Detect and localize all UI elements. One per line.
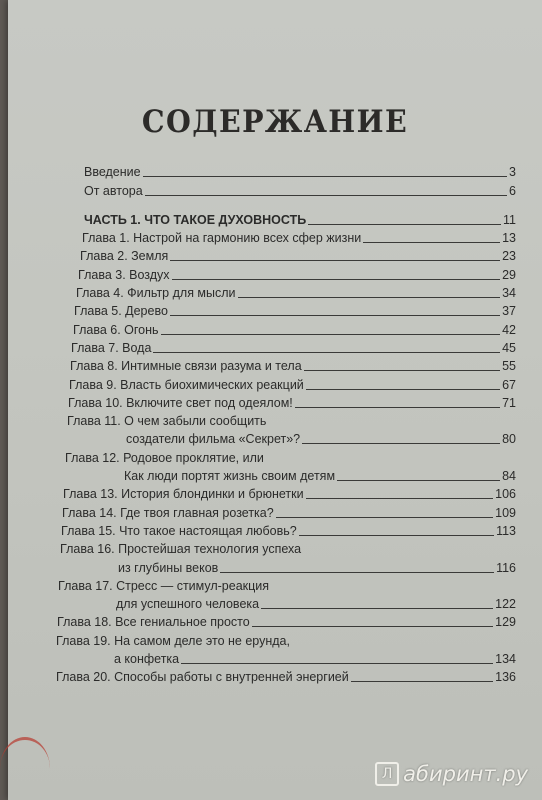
toc-entry-title: Глава 19. На самом деле это не ерунда, [56,633,290,648]
toc-page-number: 34 [502,286,516,301]
toc-leader-line [143,176,507,177]
toc-page-number: 80 [502,432,516,447]
toc-entry [56,612,516,630]
toc-leader-line [308,224,501,225]
toc-page-number: 106 [495,487,516,502]
toc-entry-title: Глава 4. Фильтр для мысли [76,286,236,301]
toc-entry-title: а конфетка [114,652,180,667]
toc-page-number: 109 [495,505,516,520]
toc-entry-title: Глава 15. Что такое настоящая любовь? [61,523,297,538]
toc-leader-line [363,242,500,243]
toc-entry-title: Введение [84,165,141,180]
toc-entry [56,162,516,180]
toc-entry-title: Как люди портят жизнь своим детям [124,469,336,484]
toc-page-number: 11 [503,212,516,227]
toc-entry-title: Глава 1. Настрой на гармонию всех сфер жизни [82,231,362,246]
toc-entry [56,374,516,392]
toc-entry [56,393,516,411]
toc-page-number: 116 [496,560,516,575]
toc-entry-title: Глава 3. Воздух [78,267,170,282]
toc-entry-title: из глубины веков [118,560,219,575]
toc-page-number: 29 [502,267,516,282]
toc-entry [56,411,516,429]
toc-page-number: 13 [502,231,516,246]
toc-page-number: 71 [502,395,516,410]
toc-entry-title: Глава 11. О чем забыли сообщить [67,414,267,429]
labirint-watermark [375,762,528,786]
toc-entry [56,356,516,374]
toc-page-number: 37 [502,304,516,319]
toc-entry-title: создатели фильма «Секрет»? [126,432,301,447]
toc-entry-title: Глава 16. Простейшая технология успеха [60,542,302,557]
toc-leader-line [252,626,493,627]
toc-page-number: 23 [502,249,516,264]
toc-leader-line [170,260,500,261]
toc-entry-title: Глава 14. Где твоя главная розетка? [62,505,274,520]
toc-entry-title: Глава 5. Дерево [74,304,168,319]
toc-leader-line [337,480,500,481]
toc-leader-line [172,279,501,280]
toc-leader-line [161,334,501,335]
toc-entry [56,630,516,648]
toc-leader-line [170,315,500,316]
toc-leader-line [261,608,493,609]
toc-entry [56,557,516,575]
table-of-contents [56,162,516,685]
toc-entry-title: Глава 17. Стресс — стимул-реакция [58,578,270,593]
toc-entry [56,429,516,447]
toc-entry [56,180,516,198]
toc-page-number: 84 [502,469,516,484]
toc-entry [56,301,516,319]
toc-leader-line [299,535,494,536]
toc-entry-title: Глава 9. Власть биохимических реакций [69,377,304,392]
toc-entry [56,576,516,594]
toc-page-number: 134 [495,652,516,667]
toc-leader-line [304,370,500,371]
toc-leader-line [306,389,500,390]
toc-leader-line [276,517,493,518]
toc-leader-line [220,572,494,573]
toc-entry-title: Глава 12. Родовое проклятие, или [65,450,264,465]
toc-leader-line [145,195,507,196]
toc-entry-title: Глава 13. История блондинки и брюнетки [63,487,304,502]
toc-page-number: 6 [509,183,516,198]
toc-entry [56,667,516,685]
toc-entry [56,228,516,246]
watermark-text: абиринт.ру [403,762,528,786]
toc-entry [56,466,516,484]
background-decoration [0,737,50,800]
toc-entry-title: Глава 8. Интимные связи разума и тела [70,359,302,374]
toc-entry-title: От автора [84,183,143,198]
toc-entry-title: Глава 2. Земля [80,249,169,264]
toc-page-number: 55 [502,359,516,374]
toc-leader-line [295,407,500,408]
toc-page-number: 67 [502,377,516,392]
toc-entry [56,338,516,356]
toc-entry-title: Глава 10. Включите свет под одеялом! [68,395,293,410]
toc-page-number: 42 [502,322,516,337]
toc-entry [56,502,516,520]
toc-entry [56,246,516,264]
toc-entry [56,521,516,539]
toc-entry [56,539,516,557]
toc-page-number: 45 [502,340,516,355]
toc-page-number: 3 [509,165,516,180]
toc-leader-line [238,297,501,298]
toc-leader-line [351,681,493,682]
book-page [8,0,542,800]
toc-entry [56,594,516,612]
toc-page-number: 129 [495,615,516,630]
toc-entry-title: для успешного человека [116,597,260,612]
toc-entry [56,210,516,228]
toc-entry-title: Глава 20. Способы работы с внутренней энергией [56,670,349,685]
toc-leader-line [181,663,493,664]
toc-entry-title: ЧАСТЬ 1. ЧТО ТАКОЕ ДУХОВНОСТЬ [84,212,307,227]
toc-page-number: 122 [495,597,516,612]
toc-entry [56,649,516,667]
toc-entry [56,264,516,282]
toc-page-number: 113 [496,523,516,538]
toc-entry-title: Глава 6. Огонь [73,322,159,337]
toc-entry [56,447,516,465]
toc-entry-title: Глава 7. Вода [71,340,152,355]
toc-entry [56,283,516,301]
toc-entry [56,319,516,337]
page-title: СОДЕРЖАНИЕ [141,104,409,140]
toc-leader-line [306,498,494,499]
toc-entry [56,484,516,502]
toc-page-number: 136 [495,670,516,685]
labirint-logo-icon: Л [375,762,399,786]
toc-leader-line [302,443,500,444]
toc-leader-line [153,352,500,353]
toc-entry-title: Глава 18. Все гениальное просто [57,615,250,630]
